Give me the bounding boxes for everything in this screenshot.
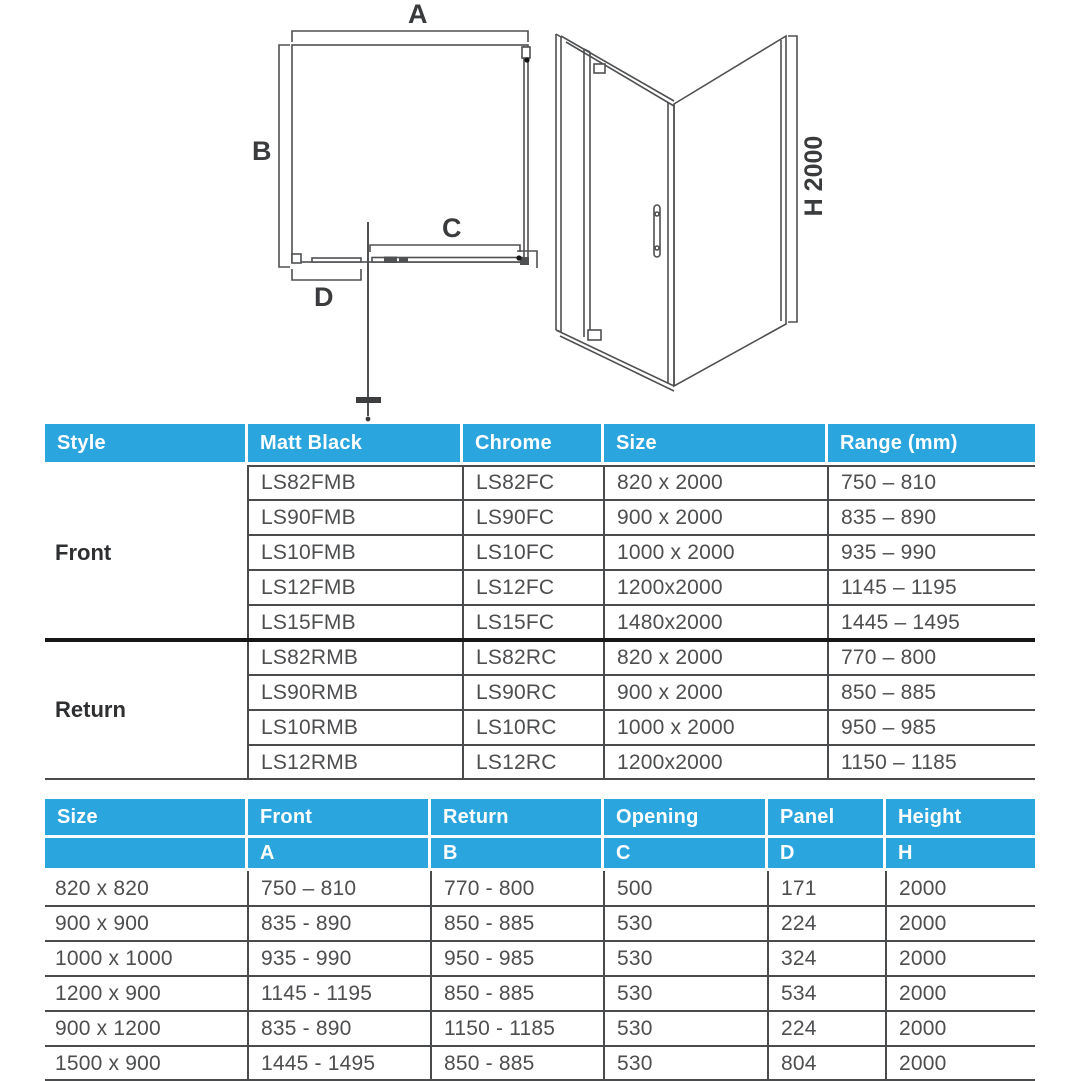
style-column (45, 465, 248, 780)
table-cell: 530 (617, 1051, 653, 1075)
grid-line (248, 604, 1035, 606)
table-cell: 750 – 810 (841, 470, 937, 494)
table-cell: 2000 (899, 876, 947, 900)
table-cell: LS90RMB (261, 680, 359, 704)
table-cell: 1150 – 1185 (841, 750, 957, 774)
subheader-blank (45, 838, 245, 868)
header-style: Style (45, 424, 245, 462)
table-cell: 1500 x 900 (55, 1051, 161, 1075)
table-cell: 935 - 990 (261, 946, 352, 970)
dim-label-c: C (442, 213, 462, 243)
table-cell: 820 x 2000 (617, 645, 723, 669)
table-cell: LS15FMB (261, 610, 356, 634)
table-cell: LS10FC (476, 540, 555, 564)
grid-line (45, 975, 1035, 977)
grid-line (248, 744, 1035, 746)
perspective-view-diagram (556, 34, 797, 391)
table-cell: 2000 (899, 946, 947, 970)
table-cell: 2000 (899, 981, 947, 1005)
table-cell: 1145 - 1195 (261, 981, 373, 1005)
dim-c-bracket (370, 245, 520, 252)
model-codes-header-row (45, 424, 1035, 462)
header-size: Size (45, 799, 245, 835)
hinge-block-left (292, 254, 301, 263)
dim-a-bracket (292, 31, 528, 42)
header-panel: Panel (768, 799, 883, 835)
dimensions-grid (45, 871, 1035, 1081)
grid-line (827, 465, 829, 780)
subheader-c: C (604, 838, 765, 868)
table-cell: 1200 x 900 (55, 981, 161, 1005)
style-label-return: Return (55, 697, 126, 722)
hinge-bottom (588, 330, 601, 340)
model-codes-body (45, 465, 1035, 780)
table-cell: 530 (617, 911, 653, 935)
table-cell: LS12FC (476, 575, 555, 599)
grid-line (247, 465, 249, 780)
dimensions-header-row (45, 799, 1035, 835)
table-cell: 1000 x 2000 (617, 540, 735, 564)
hinge-top (594, 64, 605, 73)
dim-label-height: H 2000 (800, 135, 828, 217)
table-cell: 850 – 885 (841, 680, 937, 704)
table-cell: 530 (617, 946, 653, 970)
table-cell: 2000 (899, 1016, 947, 1040)
table-cell: LS82FC (476, 470, 555, 494)
subheader-d: D (768, 838, 883, 868)
table-cell: 900 x 1200 (55, 1016, 161, 1040)
table-cell: 534 (781, 981, 817, 1005)
table-cell: 171 (781, 876, 817, 900)
grid-line (248, 709, 1035, 711)
pivot-block (384, 257, 397, 264)
table-cell: 1480x2000 (617, 610, 723, 634)
table-cell: 900 x 900 (55, 911, 150, 935)
table-cell: 935 – 990 (841, 540, 937, 564)
wall-bracket-top-right (522, 47, 530, 58)
dim-h-bracket (788, 36, 797, 322)
dimensions-subheader-row (45, 838, 1035, 868)
grid-line (462, 465, 464, 780)
header-height: Height (886, 799, 1035, 835)
grid-line (45, 1045, 1035, 1047)
dimensions-table (45, 799, 1035, 1081)
panel-d-bar (312, 258, 361, 262)
table-cell: LS82FMB (261, 470, 356, 494)
table-cell: LS12RMB (261, 750, 359, 774)
bottom-rail (556, 330, 674, 391)
table-cell: 500 (617, 876, 653, 900)
subheader-b: B (431, 838, 601, 868)
grid-line (45, 1010, 1035, 1012)
grid-line (248, 499, 1035, 501)
header-matt-black: Matt Black (248, 424, 460, 462)
table-cell: 770 - 800 (444, 876, 535, 900)
dim-label-d: D (314, 282, 334, 312)
table-cell: 804 (781, 1051, 817, 1075)
table-cell: 835 – 890 (841, 505, 937, 529)
table-cell: 2000 (899, 911, 947, 935)
table-cell: 835 - 890 (261, 911, 352, 935)
shower-enclosure-technical-drawing (0, 0, 1080, 424)
front-return-separator (45, 638, 1035, 642)
table-cell: 530 (617, 981, 653, 1005)
wall-profile-left (556, 34, 561, 332)
pivot-block-small (399, 258, 408, 263)
top-rail (561, 36, 674, 106)
table-cell: 2000 (899, 1051, 947, 1075)
table-cell: LS90FMB (261, 505, 356, 529)
header-return: Return (431, 799, 601, 835)
dim-label-a: A (408, 0, 428, 29)
axis-crossbar (356, 397, 381, 403)
table-cell: 850 - 885 (444, 1051, 535, 1075)
table-cell: 1200x2000 (617, 750, 723, 774)
grid-line (248, 534, 1035, 536)
header-chrome: Chrome (463, 424, 601, 462)
table-cell: 1000 x 1000 (55, 946, 173, 970)
table-cell: 835 - 890 (261, 1016, 352, 1040)
plan-view-diagram (279, 31, 537, 421)
table-cell: LS82RC (476, 645, 557, 669)
table-cell: LS90FC (476, 505, 555, 529)
return-panel (674, 36, 786, 386)
header-size: Size (604, 424, 825, 462)
table-cell: LS15FC (476, 610, 555, 634)
table-cell: 950 – 985 (841, 715, 937, 739)
dim-d-bracket (292, 269, 361, 280)
table-cell: 1445 - 1495 (261, 1051, 376, 1075)
table-cell: LS12RC (476, 750, 557, 774)
subheader-a: A (248, 838, 428, 868)
grid-line (45, 905, 1035, 907)
table-cell: 820 x 820 (55, 876, 150, 900)
grid-line (248, 569, 1035, 571)
grid-line (248, 674, 1035, 676)
table-cell: LS12FMB (261, 575, 356, 599)
hinge-stile (584, 49, 590, 338)
grid-line (45, 778, 1035, 780)
model-codes-grid (248, 465, 1035, 780)
table-cell: 1445 – 1495 (841, 610, 960, 634)
table-cell: LS10RMB (261, 715, 359, 739)
table-cell: 324 (781, 946, 817, 970)
table-cell: 850 - 885 (444, 981, 535, 1005)
dim-b-bracket (279, 45, 290, 267)
table-cell: 1145 – 1195 (841, 575, 957, 599)
enclosure-outline (292, 45, 528, 262)
header-opening: Opening (604, 799, 765, 835)
grid-line (248, 465, 1035, 467)
table-cell: 224 (781, 911, 817, 935)
header-range: Range (mm) (828, 424, 1035, 462)
style-label-front: Front (55, 539, 112, 565)
pivot-dot-top (524, 57, 529, 62)
table-cell: 900 x 2000 (617, 680, 723, 704)
header-front: Front (248, 799, 428, 835)
table-cell: LS10FMB (261, 540, 356, 564)
table-cell: 1000 x 2000 (617, 715, 735, 739)
table-cell: 820 x 2000 (617, 470, 723, 494)
model-codes-table (45, 424, 1035, 780)
table-cell: 950 - 985 (444, 946, 535, 970)
table-cell: 850 - 885 (444, 911, 535, 935)
pivot-dot-bottom (516, 255, 521, 260)
door-stile-right (668, 102, 674, 386)
table-cell: 1150 - 1185 (444, 1016, 556, 1040)
table-cell: 750 – 810 (261, 876, 357, 900)
table-cell: LS90RC (476, 680, 557, 704)
table-cell: 530 (617, 1016, 653, 1040)
table-cell: 1200x2000 (617, 575, 723, 599)
subheader-h: H (886, 838, 1035, 868)
table-cell: 770 – 800 (841, 645, 937, 669)
grid-line (603, 465, 605, 780)
axis-end-dot (366, 417, 371, 422)
table-cell: LS10RC (476, 715, 557, 739)
table-cell: 224 (781, 1016, 817, 1040)
dim-label-b: B (252, 136, 272, 166)
grid-line (45, 940, 1035, 942)
table-cell: LS82RMB (261, 645, 359, 669)
table-cell: 900 x 2000 (617, 505, 723, 529)
